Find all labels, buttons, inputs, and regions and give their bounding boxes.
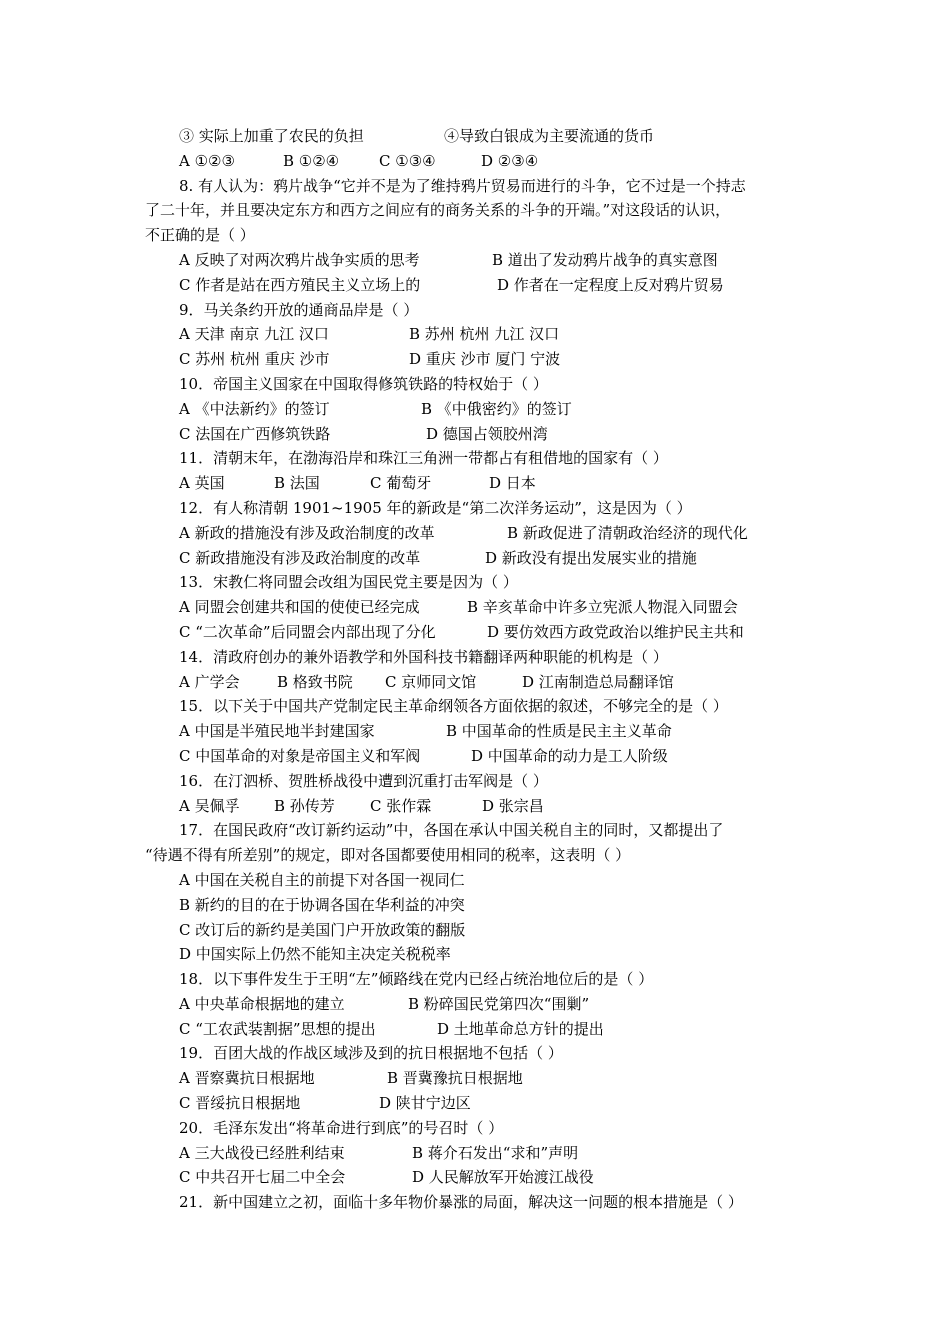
- text-line: [145, 1017, 810, 1042]
- text-line: [145, 1066, 810, 1091]
- text-line: [145, 198, 810, 223]
- text-line: [145, 546, 810, 571]
- text-line: [145, 149, 810, 174]
- text-line: [145, 595, 810, 620]
- option-text: D 土地革命总方针的提出: [437, 1019, 604, 1038]
- text-line: [145, 521, 810, 546]
- option-text: A ①②③: [179, 151, 235, 170]
- text-line: [145, 918, 810, 943]
- option-text: B 新政促进了清朝政治经济的现代化: [507, 523, 748, 542]
- option-text: A 吴佩孚: [179, 796, 240, 815]
- line-text: 12．有人称清朝 1901~1905 年的新政是“第二次洋务运动”，这是因为（ ）: [179, 498, 692, 517]
- option-text: A 新政的措施没有涉及政治制度的改革: [179, 523, 435, 542]
- option-text: C 新政措施没有涉及政治制度的改革: [179, 548, 421, 567]
- option-text: B 苏州 杭州 九江 汉口: [409, 325, 560, 344]
- option-text: C 法国在广西修筑铁路: [179, 424, 331, 443]
- option-text: A 广学会: [179, 672, 240, 691]
- line-text: 21．新中国建立之初，面临十多年物价暴涨的局面，解决这一问题的根本措施是（ ）: [179, 1193, 743, 1212]
- line-text: 11．清朝末年，在渤海沿岸和珠江三角洲一带都占有租借地的国家有（ ）: [179, 449, 668, 468]
- line-text: 13．宋教仁将同盟会改组为国民党主要是因为（ ）: [179, 573, 518, 592]
- option-text: D 作者在一定程度上反对鸦片贸易: [497, 275, 724, 294]
- option-text: D ②③④: [481, 151, 539, 170]
- line-text: 16．在汀泗桥、贺胜桥战役中遭到沉重打击军阀是（ ）: [179, 771, 548, 790]
- text-line: [145, 347, 810, 372]
- line-text: 9．马关条约开放的通商品岸是（ ）: [179, 300, 419, 319]
- text-line: [145, 422, 810, 447]
- line-text: 15．以下关于中国共产党制定民主革命纲领各方面依据的叙述，不够完全的是（ ）: [179, 697, 728, 716]
- option-text: B 辛亥革命中许多立宪派人物混入同盟会: [467, 598, 738, 617]
- option-text: D 重庆 沙市 厦门 宁波: [409, 350, 561, 369]
- text-line: [145, 942, 810, 967]
- text-line: [145, 818, 810, 843]
- text-line: [145, 992, 810, 1017]
- line-text: 17．在国民政府“改订新约运动”中，各国在承认中国关税自主的同时，又都提出了: [179, 821, 724, 840]
- text-line: [145, 446, 810, 471]
- text-line: [145, 248, 810, 273]
- line-text: C 改订后的新约是美国门户开放政策的翻版: [179, 920, 466, 939]
- option-text: C “工农武装割据”思想的提出: [179, 1019, 376, 1038]
- line-text: 20．毛泽东发出“将革命进行到底”的号召时（ ）: [179, 1118, 504, 1137]
- option-text: C 晋绥抗日根据地: [179, 1094, 301, 1113]
- option-text: A 英国: [179, 474, 225, 493]
- option-text: A 三大战役已经胜利结束: [179, 1143, 345, 1162]
- option-text: C 中共召开七届二中全会: [179, 1168, 346, 1187]
- text-line: [145, 670, 810, 695]
- option-text: A 晋察冀抗日根据地: [179, 1069, 315, 1088]
- option-text: ③ 实际上加重了农民的负担: [179, 127, 364, 145]
- line-text: “待遇不得有所差别”的规定，即对各国都要使用相同的税率，这表明（ ）: [145, 846, 631, 865]
- text-line: [145, 868, 810, 893]
- text-line: [145, 645, 810, 670]
- text-line: [145, 273, 810, 298]
- option-text: B 法国: [274, 474, 320, 493]
- option-text: D 江南制造总局翻译馆: [522, 672, 674, 691]
- text-line: [145, 322, 810, 347]
- text-line: [145, 744, 810, 769]
- text-line: [145, 1041, 810, 1066]
- text-line: [145, 1190, 810, 1215]
- text-line: [145, 719, 810, 744]
- option-text: D 中国革命的动力是工人阶级: [471, 746, 668, 765]
- option-text: D 人民解放军开始渡江战役: [412, 1168, 594, 1187]
- option-text: B 中国革命的性质是民主主义革命: [446, 722, 672, 741]
- option-text: C 中国革命的对象是帝国主义和军阀: [179, 746, 421, 765]
- exam-page: [145, 124, 810, 1215]
- line-text: D 中国实际上仍然不能知主决定关税税率: [179, 945, 451, 964]
- option-text: A 天津 南京 九江 汉口: [179, 325, 329, 344]
- option-text: B 粉碎国民党第四次“围剿”: [408, 994, 590, 1013]
- text-line: [145, 893, 810, 918]
- option-text: B 格致书院: [277, 672, 353, 691]
- option-text: D 日本: [489, 474, 536, 493]
- text-line: [145, 1141, 810, 1166]
- text-line: [145, 298, 810, 323]
- option-text: A 中央革命根据地的建立: [179, 994, 345, 1013]
- text-line: [145, 694, 810, 719]
- line-text: A 中国在关税自主的前提下对各国一视同仁: [179, 870, 465, 889]
- option-text: B 《中俄密约》的签订: [421, 399, 572, 418]
- option-text: ④导致白银成为主要流通的货币: [444, 127, 655, 145]
- option-text: B ①②④: [283, 151, 340, 170]
- option-text: B 晋冀豫抗日根据地: [387, 1069, 523, 1088]
- text-line: [145, 397, 810, 422]
- text-line: [145, 223, 810, 248]
- option-text: C “二次革命”后同盟会内部出现了分化: [179, 622, 436, 641]
- line-text: 14．清政府创办的兼外语教学和外国科技书籍翻译两种职能的机构是（ ）: [179, 647, 668, 666]
- text-line: [145, 769, 810, 794]
- line-text: 不正确的是（ ）: [145, 226, 255, 245]
- text-line: [145, 471, 810, 496]
- text-line: [145, 1091, 810, 1116]
- text-line: [145, 570, 810, 595]
- text-line: [145, 496, 810, 521]
- option-text: A 反映了对两次鸦片战争实质的思考: [179, 250, 420, 269]
- option-text: B 道出了发动鸦片战争的真实意图: [492, 250, 718, 269]
- option-text: D 张宗昌: [482, 796, 544, 815]
- option-text: D 陕甘宁边区: [379, 1094, 471, 1113]
- line-text: 18．以下事件发生于王明“左”倾路线在党内已经占统治地位后的是（ ）: [179, 970, 654, 989]
- text-line: [145, 794, 810, 819]
- text-line: [145, 124, 810, 149]
- option-text: D 新政没有提出发展实业的措施: [485, 548, 697, 567]
- text-line: [145, 1116, 810, 1141]
- option-text: A 《中法新约》的签订: [179, 399, 330, 418]
- text-line: [145, 843, 810, 868]
- option-text: C 苏州 杭州 重庆 沙市: [179, 350, 330, 369]
- option-text: C 葡萄牙: [370, 474, 432, 493]
- option-text: D 要仿效西方政党政治以维护民主共和: [487, 622, 744, 641]
- option-text: D 德国占领胶州湾: [426, 424, 548, 443]
- option-text: B 孙传芳: [274, 796, 335, 815]
- line-text: 10．帝国主义国家在中国取得修筑铁路的特权始于（ ）: [179, 374, 548, 393]
- option-text: A 同盟会创建共和国的使使已经完成: [179, 598, 420, 617]
- line-text: 8. 有人认为：鸦片战争“它并不是为了维持鸦片贸易而进行的斗争，它不过是一个持志: [179, 176, 746, 195]
- option-text: C 京师同文馆: [385, 672, 477, 691]
- line-text: 19．百团大战的作战区域涉及到的抗日根据地不包括（ ）: [179, 1044, 563, 1063]
- text-line: [145, 372, 810, 397]
- text-line: [145, 967, 810, 992]
- text-line: [145, 620, 810, 645]
- line-text: B 新约的目的在于协调各国在华利益的冲突: [179, 895, 465, 914]
- line-text: 了二十年，并且要决定东方和西方之间应有的商务关系的斗争的开端。”对这段话的认识，: [145, 201, 731, 220]
- option-text: B 蒋介石发出“求和”声明: [412, 1143, 579, 1162]
- option-text: C 张作霖: [370, 796, 432, 815]
- option-text: C 作者是站在西方殖民主义立场上的: [179, 275, 421, 294]
- option-text: C ①③④: [379, 151, 436, 170]
- text-line: [145, 1165, 810, 1190]
- option-text: A 中国是半殖民地半封建国家: [179, 722, 375, 741]
- text-line: [145, 174, 810, 199]
